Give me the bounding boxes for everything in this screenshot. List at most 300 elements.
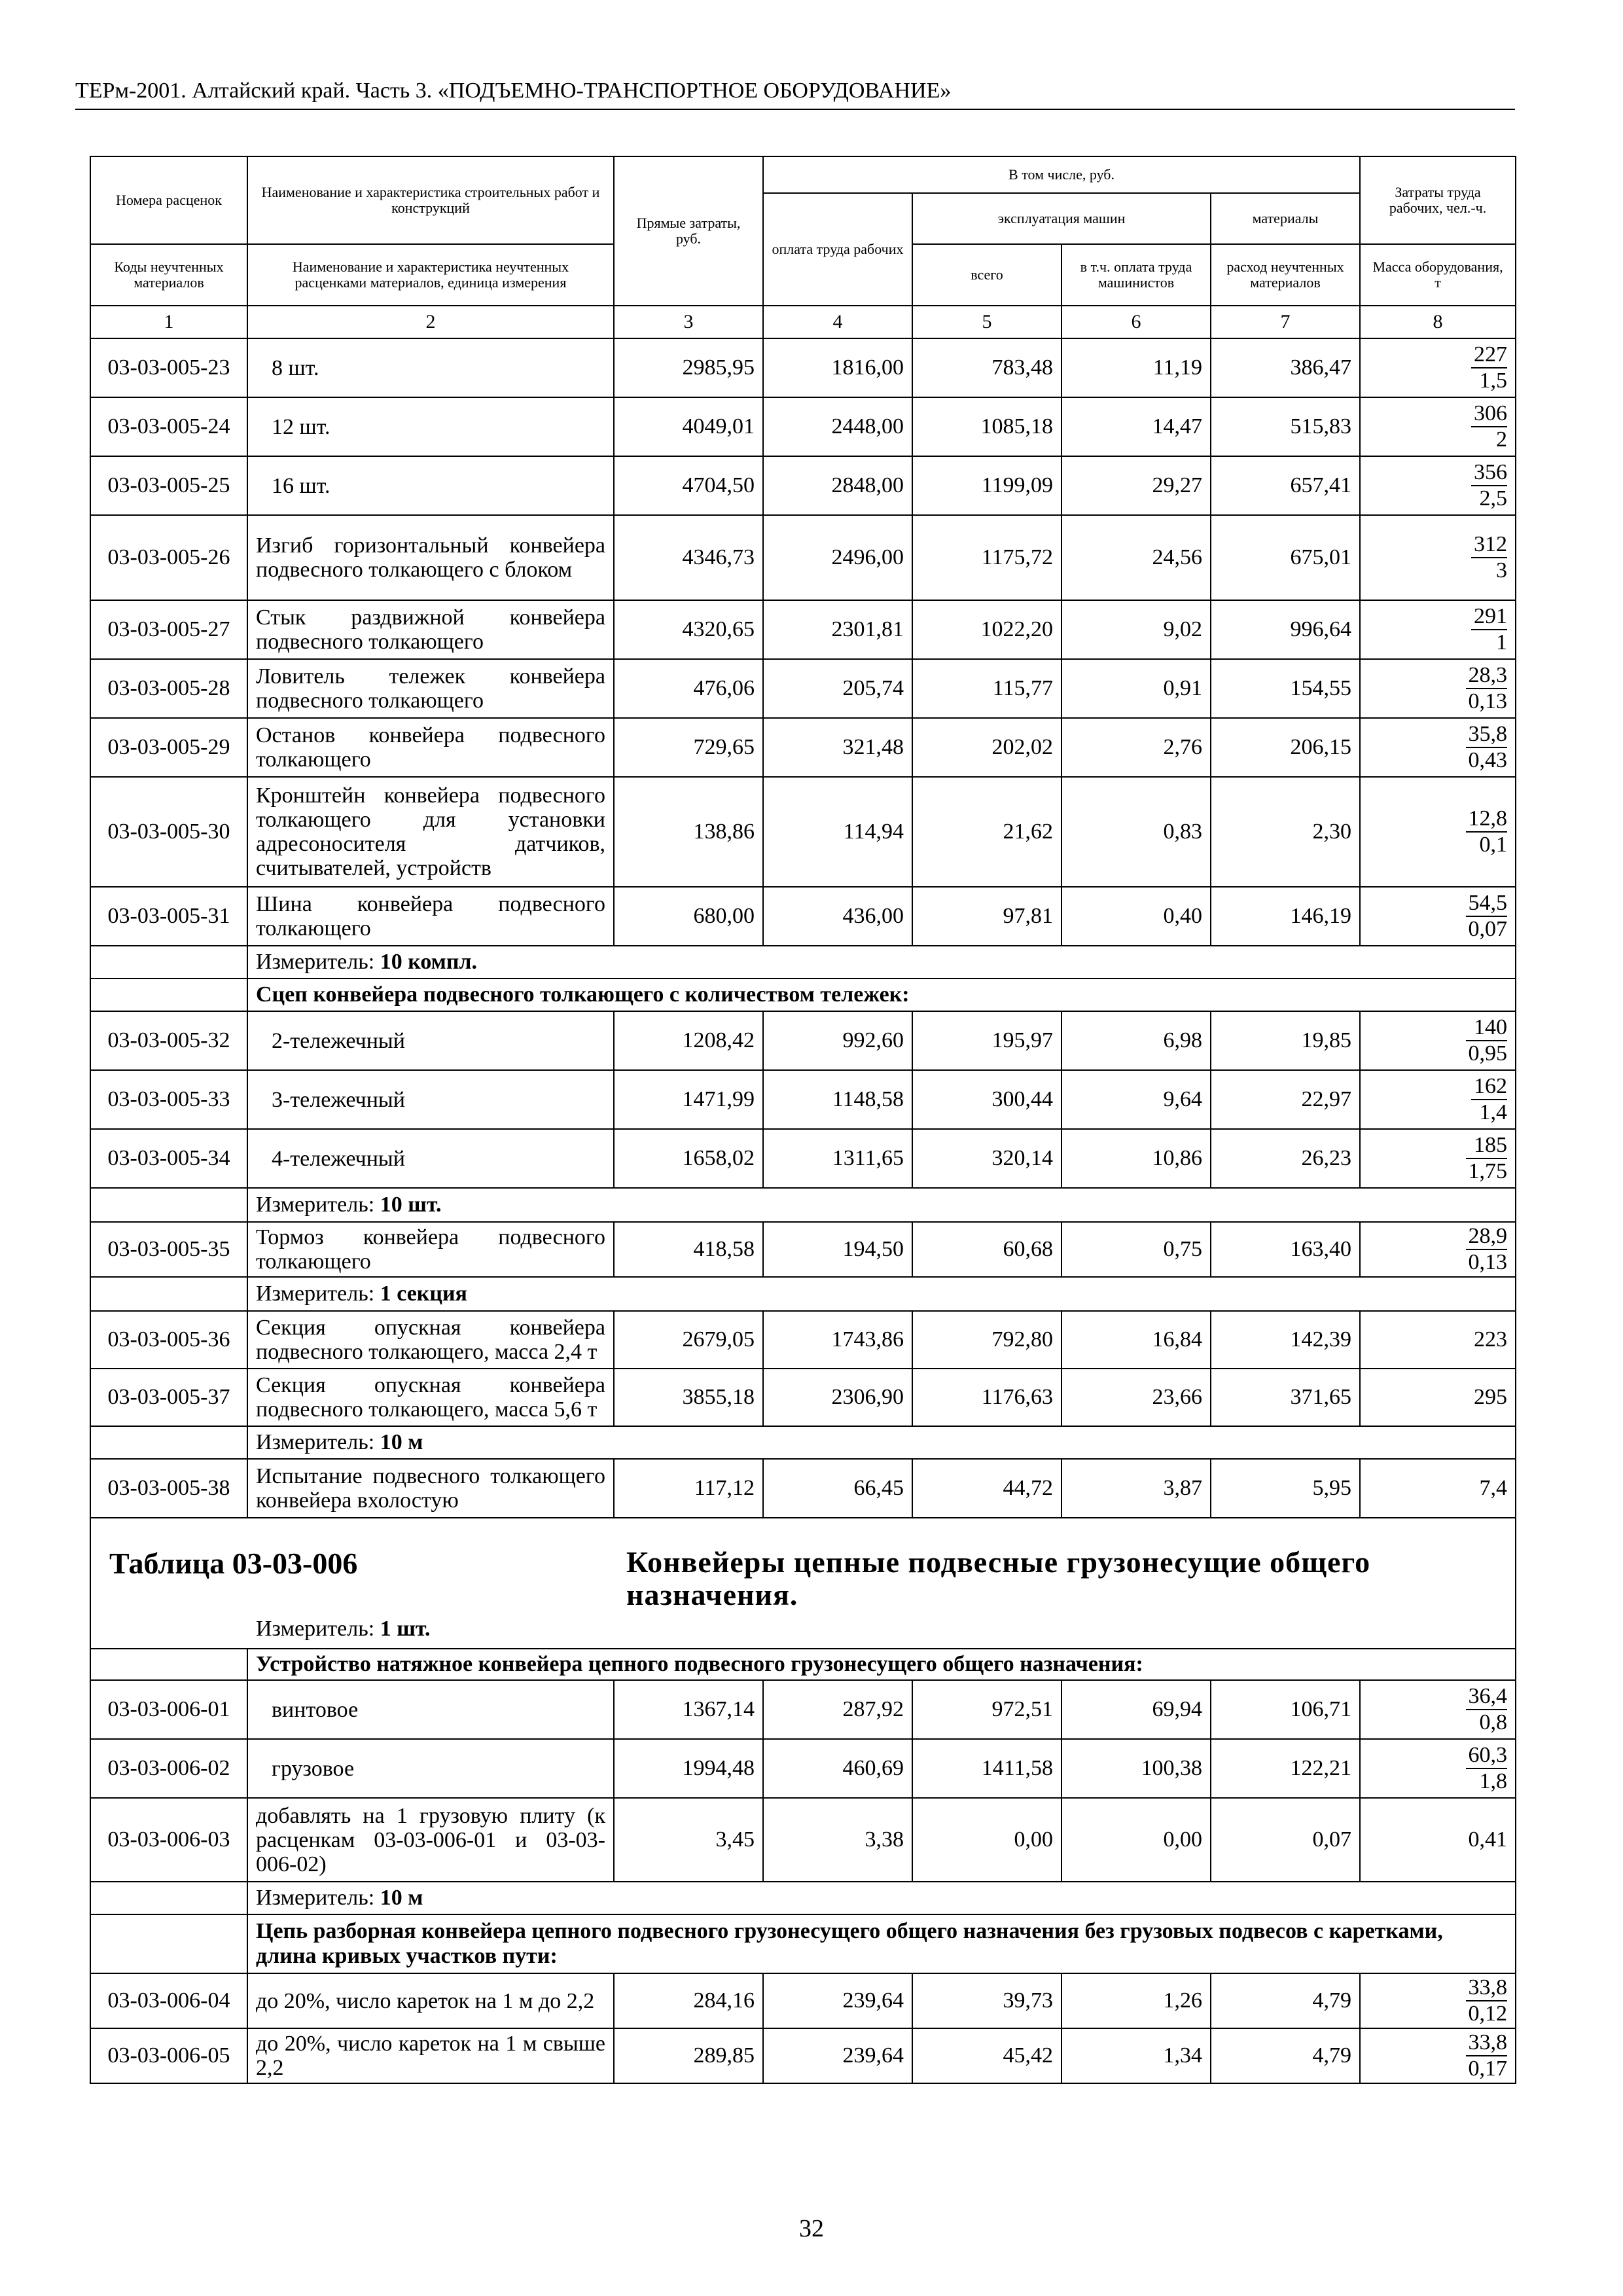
cost-labor: 992,60 (763, 1011, 912, 1070)
cost-labor: 2848,00 (763, 456, 912, 515)
cost-labor: 1743,86 (763, 1311, 912, 1369)
labor-mass-fraction (1471, 460, 1507, 511)
header-materials-bottom: расход неучтенных материалов (1211, 244, 1360, 306)
unit-cell (247, 1882, 1516, 1914)
work-name: добавлять на 1 грузовую плиту (к расценкам 03-03-006-01 и 03-03-006-02) (247, 1798, 614, 1882)
table-row (90, 1798, 1516, 1882)
labor-mass-cell (1360, 887, 1516, 946)
labor-mass-fraction (1471, 342, 1507, 393)
cost-direct: 4346,73 (614, 515, 763, 600)
cost-machinists: 0,83 (1061, 777, 1211, 887)
work-name: 16 шт. (247, 456, 614, 515)
table-row (90, 659, 1516, 718)
cost-materials: 675,01 (1211, 515, 1360, 600)
cost-machines: 115,77 (912, 659, 1061, 718)
equipment-mass: 1,8 (1479, 1769, 1508, 1793)
cost-direct: 680,00 (614, 887, 763, 946)
cost-machines: 195,97 (912, 1011, 1061, 1070)
labor-mass-fraction (1466, 891, 1508, 942)
cost-direct: 4049,01 (614, 397, 763, 456)
table-row (90, 600, 1516, 659)
equipment-mass: 1,5 (1479, 368, 1508, 393)
labor-mass-cell (1360, 2028, 1516, 2083)
unit-label: Измеритель: (256, 1886, 380, 1910)
cost-labor: 66,45 (763, 1459, 912, 1518)
labor-mass-cell (1360, 1222, 1516, 1277)
labor-hours: 33,8 (1466, 2030, 1508, 2056)
cost-materials: 106,71 (1211, 1680, 1360, 1739)
labor-hours: 36,4 (1466, 1684, 1508, 1710)
column-number: 6 (1061, 306, 1211, 338)
cost-materials: 371,65 (1211, 1369, 1360, 1426)
labor-mass-fraction (1466, 663, 1508, 714)
cost-direct: 3,45 (614, 1798, 763, 1882)
group-row-spacer (90, 1649, 247, 1680)
unit-row (90, 946, 1516, 978)
cost-labor: 239,64 (763, 2028, 912, 2083)
labor-mass-cell (1360, 397, 1516, 456)
labor-mass-fraction (1466, 1684, 1508, 1735)
rate-code: 03-03-005-24 (90, 397, 247, 456)
rate-code: 03-03-005-32 (90, 1011, 247, 1070)
group-row (90, 1649, 1516, 1680)
work-name: Ловитель тележек конвейера подвесного толкающего (247, 659, 614, 718)
cost-labor: 239,64 (763, 1973, 912, 2028)
work-name: Секция опускная конвейера подвесного толкающего, масса 5,6 т (247, 1369, 614, 1426)
work-name: Изгиб горизонтальный конвейера подвесного толкающего с блоком (247, 515, 614, 600)
rate-code: 03-03-005-26 (90, 515, 247, 600)
table-title-cell (90, 1518, 1516, 1649)
group-heading: Цепь разборная конвейера цепного подвесного грузонесущего общего назначения без грузовых подвесов с каретками, длина кривых участков пути: (247, 1914, 1516, 1973)
cost-direct: 1471,99 (614, 1070, 763, 1129)
labor-hours: 12,8 (1466, 806, 1508, 833)
labor-mass-cell: 223 (1360, 1311, 1516, 1369)
labor-hours: 28,3 (1466, 663, 1508, 689)
unit-label: Измеритель: (256, 1282, 380, 1306)
cost-direct: 2679,05 (614, 1311, 763, 1369)
cost-machinists: 3,87 (1061, 1459, 1211, 1518)
table-row (90, 1222, 1516, 1277)
cost-machinists: 69,94 (1061, 1680, 1211, 1739)
work-name: Тормоз конвейера подвесного толкающего (247, 1222, 614, 1277)
rate-code: 03-03-005-38 (90, 1459, 247, 1518)
labor-mass-fraction (1466, 1224, 1508, 1275)
rate-code: 03-03-005-27 (90, 600, 247, 659)
labor-mass-cell (1360, 515, 1516, 600)
cost-direct: 138,86 (614, 777, 763, 887)
rate-code: 03-03-005-33 (90, 1070, 247, 1129)
table-row (90, 887, 1516, 946)
cost-machines: 1022,20 (912, 600, 1061, 659)
labor-mass-fraction (1466, 1015, 1508, 1066)
header-col2-bottom: Наименование и характеристика неучтенных расценками материалов, единица измерения (247, 244, 614, 306)
cost-machines: 300,44 (912, 1070, 1061, 1129)
cost-labor: 1816,00 (763, 338, 912, 397)
work-name: Секция опускная конвейера подвесного толкающего, масса 2,4 т (247, 1311, 614, 1369)
cost-machines: 21,62 (912, 777, 1061, 887)
cost-direct: 729,65 (614, 718, 763, 777)
cost-machines: 44,72 (912, 1459, 1061, 1518)
rates-table (90, 156, 1516, 2084)
group-heading: Сцеп конвейера подвесного толкающего с количеством тележек: (247, 978, 1516, 1011)
header-materials-top: материалы (1211, 193, 1360, 244)
cost-machinists: 6,98 (1061, 1011, 1211, 1070)
unit-row (90, 1277, 1516, 1311)
cost-machinists: 0,75 (1061, 1222, 1211, 1277)
cost-labor: 114,94 (763, 777, 912, 887)
labor-hours: 140 (1466, 1015, 1508, 1041)
cost-labor: 321,48 (763, 718, 912, 777)
labor-mass-cell: 0,41 (1360, 1798, 1516, 1882)
cost-direct: 289,85 (614, 2028, 763, 2083)
cost-machinists: 14,47 (1061, 397, 1211, 456)
cost-materials: 22,97 (1211, 1070, 1360, 1129)
table-row (90, 1311, 1516, 1369)
labor-mass-cell (1360, 718, 1516, 777)
table-row (90, 1459, 1516, 1518)
unit-value: 10 шт. (380, 1193, 442, 1217)
rate-code: 03-03-005-25 (90, 456, 247, 515)
cost-labor: 287,92 (763, 1680, 912, 1739)
labor-mass-cell (1360, 1011, 1516, 1070)
work-name: 12 шт. (247, 397, 614, 456)
table-row (90, 515, 1516, 600)
cost-direct: 3855,18 (614, 1369, 763, 1426)
labor-hours: 312 (1471, 532, 1507, 558)
cost-materials: 386,47 (1211, 338, 1360, 397)
column-number: 1 (90, 306, 247, 338)
table-row (90, 397, 1516, 456)
labor-mass-cell (1360, 659, 1516, 718)
cost-materials: 0,07 (1211, 1798, 1360, 1882)
unit-cell (247, 1426, 1516, 1459)
work-name: Шина конвейера подвесного толкающего (247, 887, 614, 946)
unit-value: 1 секция (380, 1282, 467, 1306)
work-name: до 20%, число кареток на 1 м свыше 2,2 (247, 2028, 614, 2083)
cost-machines: 39,73 (912, 1973, 1061, 2028)
table-row (90, 718, 1516, 777)
labor-mass-cell (1360, 456, 1516, 515)
unit-row-spacer (90, 1426, 247, 1459)
equipment-mass: 0,95 (1468, 1041, 1508, 1066)
cost-machines: 792,80 (912, 1311, 1061, 1369)
equipment-mass: 0,1 (1479, 833, 1508, 857)
cost-machinists: 0,91 (1061, 659, 1211, 718)
cost-machinists: 100,38 (1061, 1739, 1211, 1798)
cost-machinists: 9,64 (1061, 1070, 1211, 1129)
group-row-spacer (90, 1914, 247, 1973)
page-header: ТЕРм-2001. Алтайский край. Часть 3. «ПОДЪЕМНО-ТРАНСПОРТНОЕ ОБОРУДОВАНИЕ» (75, 77, 1515, 110)
unit-row-spacer (90, 1882, 247, 1914)
labor-mass-fraction (1471, 532, 1507, 583)
cost-machines: 0,00 (912, 1798, 1061, 1882)
rate-code: 03-03-006-01 (90, 1680, 247, 1739)
table-caption: Конвейеры цепные подвесные грузонесущие общего назначения. (626, 1545, 1371, 1611)
labor-mass-fraction (1471, 1074, 1507, 1125)
labor-mass-cell (1360, 1680, 1516, 1739)
work-name: 2-тележечный (247, 1011, 614, 1070)
cost-machines: 320,14 (912, 1129, 1061, 1188)
labor-mass-fraction (1466, 722, 1508, 773)
unit-label: Измеритель: (256, 1430, 380, 1454)
labor-hours: 291 (1471, 604, 1507, 630)
header-machines: эксплуатация машин (912, 193, 1211, 244)
header-col2-top: Наименование и характеристика строительных работ и конструкций (247, 156, 614, 244)
unit-row-spacer (90, 946, 247, 978)
cost-direct: 284,16 (614, 1973, 763, 2028)
cost-machinists: 2,76 (1061, 718, 1211, 777)
unit-cell (247, 946, 1516, 978)
cost-labor: 436,00 (763, 887, 912, 946)
cost-materials: 146,19 (1211, 887, 1360, 946)
table-row (90, 1011, 1516, 1070)
header-machinists: в т.ч. оплата труда машинистов (1061, 244, 1211, 306)
equipment-mass: 1,4 (1479, 1100, 1508, 1124)
cost-labor: 1311,65 (763, 1129, 912, 1188)
cost-machinists: 10,86 (1061, 1129, 1211, 1188)
column-number: 7 (1211, 306, 1360, 338)
rate-code: 03-03-005-37 (90, 1369, 247, 1426)
cost-labor: 194,50 (763, 1222, 912, 1277)
page-number: 32 (799, 2215, 824, 2242)
cost-labor: 3,38 (763, 1798, 912, 1882)
cost-machinists: 0,40 (1061, 887, 1211, 946)
cost-materials: 657,41 (1211, 456, 1360, 515)
cost-materials: 154,55 (1211, 659, 1360, 718)
unit-label: Измеритель: (256, 1617, 380, 1641)
equipment-mass: 0,8 (1479, 1710, 1508, 1734)
work-name: 3-тележечный (247, 1070, 614, 1129)
cost-machines: 972,51 (912, 1680, 1061, 1739)
cost-materials: 4,79 (1211, 1973, 1360, 2028)
header-col8-bottom: Масса оборудования, т (1360, 244, 1516, 306)
rate-code: 03-03-005-23 (90, 338, 247, 397)
unit-row (90, 1188, 1516, 1222)
cost-materials: 4,79 (1211, 2028, 1360, 2083)
unit-cell (247, 1188, 1516, 1222)
rate-code: 03-03-005-36 (90, 1311, 247, 1369)
cost-machinists: 0,00 (1061, 1798, 1211, 1882)
equipment-mass: 2 (1496, 427, 1508, 452)
table-row (90, 1739, 1516, 1798)
cost-materials: 122,21 (1211, 1739, 1360, 1798)
cost-direct: 418,58 (614, 1222, 763, 1277)
group-row-spacer (90, 978, 247, 1011)
table-row (90, 1070, 1516, 1129)
labor-hours: 33,8 (1466, 1975, 1508, 2001)
equipment-mass: 0,13 (1468, 1250, 1508, 1274)
cost-machines: 1175,72 (912, 515, 1061, 600)
rate-code: 03-03-006-02 (90, 1739, 247, 1798)
table-row (90, 1680, 1516, 1739)
cost-direct: 117,12 (614, 1459, 763, 1518)
group-row (90, 978, 1516, 1011)
unit-row-spacer (90, 1277, 247, 1311)
cost-machines: 1199,09 (912, 456, 1061, 515)
rate-code: 03-03-006-03 (90, 1798, 247, 1882)
table-number: Таблица 03-03-006 (109, 1547, 358, 1580)
cost-direct: 1367,14 (614, 1680, 763, 1739)
cost-materials: 163,40 (1211, 1222, 1360, 1277)
labor-mass-fraction (1466, 806, 1508, 857)
rate-code: 03-03-005-34 (90, 1129, 247, 1188)
cost-machinists: 24,56 (1061, 515, 1211, 600)
cost-materials: 142,39 (1211, 1311, 1360, 1369)
labor-mass-cell (1360, 1070, 1516, 1129)
table-row (90, 777, 1516, 887)
cost-machines: 1176,63 (912, 1369, 1061, 1426)
table-row (90, 456, 1516, 515)
cost-direct: 4704,50 (614, 456, 763, 515)
labor-mass-cell: 7,4 (1360, 1459, 1516, 1518)
labor-hours: 306 (1471, 401, 1507, 427)
rate-code: 03-03-005-28 (90, 659, 247, 718)
cost-machines: 202,02 (912, 718, 1061, 777)
table-row (90, 1129, 1516, 1188)
cost-materials: 206,15 (1211, 718, 1360, 777)
column-numbers-row (90, 306, 1516, 338)
labor-hours: 162 (1471, 1074, 1507, 1100)
table-row (90, 2028, 1516, 2083)
labor-mass-cell (1360, 777, 1516, 887)
header-including: В том числе, руб. (763, 156, 1360, 193)
rate-code: 03-03-005-29 (90, 718, 247, 777)
work-name: до 20%, число кареток на 1 м до 2,2 (247, 1973, 614, 2028)
cost-labor: 460,69 (763, 1739, 912, 1798)
labor-hours: 28,9 (1466, 1224, 1508, 1250)
cost-machines: 45,42 (912, 2028, 1061, 2083)
rate-code: 03-03-006-05 (90, 2028, 247, 2083)
unit-value: 10 м (380, 1430, 423, 1454)
labor-mass-fraction (1466, 1743, 1508, 1794)
cost-machines: 1085,18 (912, 397, 1061, 456)
unit-row-spacer (90, 1188, 247, 1222)
cost-labor: 2448,00 (763, 397, 912, 456)
equipment-mass: 2,5 (1479, 486, 1508, 511)
equipment-mass: 0,07 (1468, 917, 1508, 941)
unit-cell (256, 1617, 431, 1641)
equipment-mass: 1 (1496, 630, 1508, 655)
equipment-mass: 3 (1496, 558, 1508, 583)
unit-value: 1 шт. (380, 1617, 431, 1641)
column-number: 8 (1360, 306, 1516, 338)
unit-row (90, 1882, 1516, 1914)
cost-machinists: 16,84 (1061, 1311, 1211, 1369)
cost-materials: 2,30 (1211, 777, 1360, 887)
header-col3: Прямые затраты, руб. (614, 156, 763, 306)
labor-hours: 227 (1471, 342, 1507, 368)
cost-materials: 996,64 (1211, 600, 1360, 659)
equipment-mass: 0,43 (1468, 748, 1508, 772)
labor-hours: 356 (1471, 460, 1507, 486)
cost-materials: 515,83 (1211, 397, 1360, 456)
cost-machinists: 11,19 (1061, 338, 1211, 397)
unit-label: Измеритель: (256, 1193, 380, 1217)
unit-label: Измеритель: (256, 950, 380, 974)
cost-direct: 4320,65 (614, 600, 763, 659)
labor-hours: 60,3 (1466, 1743, 1508, 1769)
labor-hours: 185 (1466, 1133, 1508, 1159)
cost-materials: 5,95 (1211, 1459, 1360, 1518)
work-name: 4-тележечный (247, 1129, 614, 1188)
labor-mass-cell (1360, 600, 1516, 659)
labor-mass-fraction (1471, 401, 1507, 452)
cost-labor: 2496,00 (763, 515, 912, 600)
labor-mass-fraction (1471, 604, 1507, 655)
unit-value: 10 м (380, 1886, 423, 1910)
unit-cell (247, 1277, 1516, 1311)
column-number: 2 (247, 306, 614, 338)
cost-direct: 476,06 (614, 659, 763, 718)
group-row (90, 1914, 1516, 1973)
cost-direct: 1208,42 (614, 1011, 763, 1070)
table-row (90, 338, 1516, 397)
rate-code: 03-03-005-31 (90, 887, 247, 946)
cost-labor: 1148,58 (763, 1070, 912, 1129)
rate-code: 03-03-005-35 (90, 1222, 247, 1277)
cost-materials: 19,85 (1211, 1011, 1360, 1070)
header-labor: оплата труда рабочих (763, 193, 912, 306)
column-number: 4 (763, 306, 912, 338)
cost-direct: 1994,48 (614, 1739, 763, 1798)
work-name: Останов конвейера подвесного толкающего (247, 718, 614, 777)
table-title-row (90, 1518, 1516, 1649)
cost-machinists: 1,34 (1061, 2028, 1211, 2083)
cost-labor: 205,74 (763, 659, 912, 718)
work-name: Испытание подвесного толкающего конвейера вхолостую (247, 1459, 614, 1518)
work-name: 8 шт. (247, 338, 614, 397)
work-name: винтовое (247, 1680, 614, 1739)
cost-direct: 1658,02 (614, 1129, 763, 1188)
labor-mass-cell: 295 (1360, 1369, 1516, 1426)
cost-direct: 2985,95 (614, 338, 763, 397)
labor-mass-cell (1360, 1129, 1516, 1188)
column-number: 5 (912, 306, 1061, 338)
unit-value: 10 компл. (380, 950, 478, 974)
labor-mass-fraction (1466, 1975, 1508, 2026)
cost-machinists: 1,26 (1061, 1973, 1211, 2028)
rate-code: 03-03-005-30 (90, 777, 247, 887)
header-col1-top: Номера расценок (90, 156, 247, 244)
column-number: 3 (614, 306, 763, 338)
unit-row (90, 1426, 1516, 1459)
cost-labor: 2301,81 (763, 600, 912, 659)
labor-hours: 54,5 (1466, 891, 1508, 917)
header-col8-top: Затраты труда рабочих, чел.-ч. (1360, 156, 1516, 244)
table-row (90, 1973, 1516, 2028)
cost-machinists: 29,27 (1061, 456, 1211, 515)
header-col1-bottom: Коды неучтенных материалов (90, 244, 247, 306)
cost-machines: 1411,58 (912, 1739, 1061, 1798)
equipment-mass: 0,13 (1468, 689, 1508, 713)
rate-code: 03-03-006-04 (90, 1973, 247, 2028)
header-row-1 (90, 156, 1516, 193)
group-heading: Устройство натяжное конвейера цепного подвесного грузонесущего общего назначения: (247, 1649, 1516, 1680)
work-name: грузовое (247, 1739, 614, 1798)
equipment-mass: 0,12 (1468, 2001, 1508, 2026)
cost-machines: 783,48 (912, 338, 1061, 397)
cost-machines: 60,68 (912, 1222, 1061, 1277)
labor-hours: 35,8 (1466, 722, 1508, 748)
work-name: Стык раздвижной конвейера подвесного толкающего (247, 600, 614, 659)
labor-mass-fraction (1466, 2030, 1508, 2081)
cost-machinists: 9,02 (1061, 600, 1211, 659)
labor-mass-cell (1360, 338, 1516, 397)
table-row (90, 1369, 1516, 1426)
cost-materials: 26,23 (1211, 1129, 1360, 1188)
work-name: Кронштейн конвейера подвесного толкающего для установки адресоносителя датчиков, считывателей, устройств (247, 777, 614, 887)
cost-machines: 97,81 (912, 887, 1061, 946)
